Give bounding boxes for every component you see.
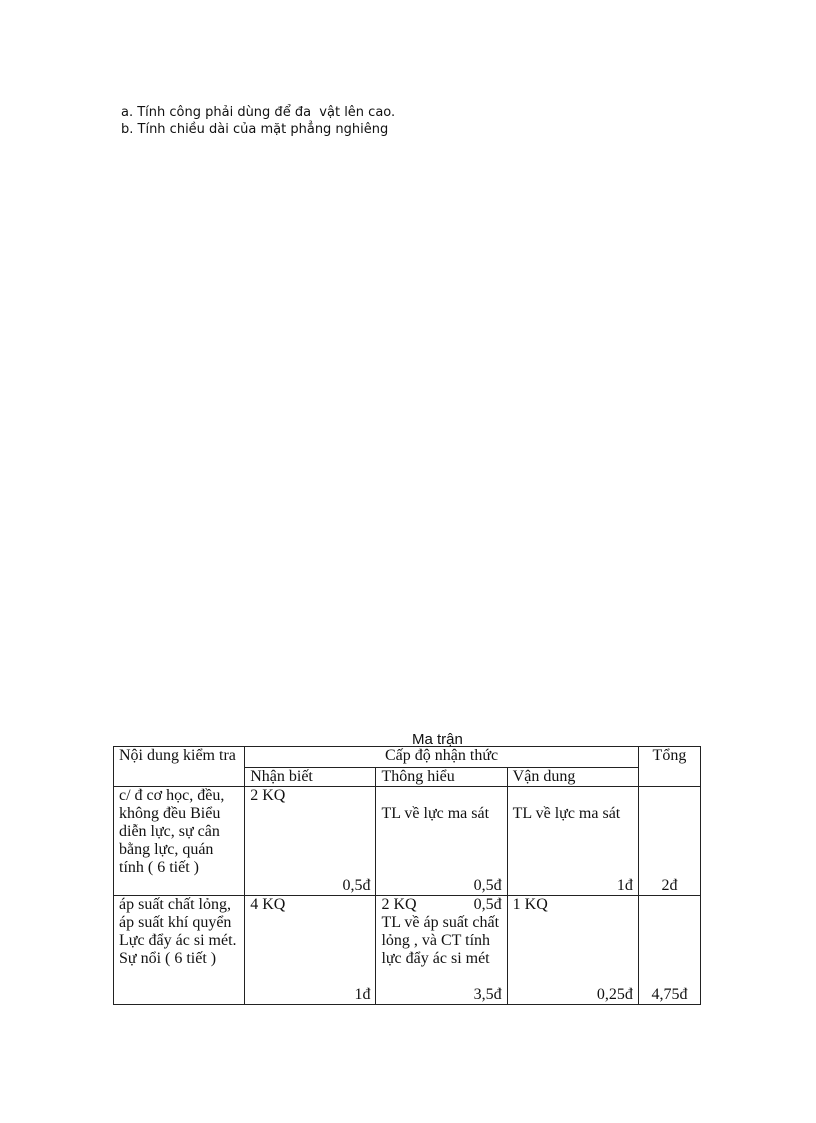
row1-understand-score: 0,5đ [473,877,502,894]
header-total: Tổng [638,747,700,787]
matrix-title: Ma trận [412,731,463,748]
question-list [121,104,395,138]
row2-understand: 2 KQ 0,5đ TL về áp suất chất lỏng , và CT tính lực đẩy ác si mét 3,5đ [376,896,507,1005]
header-understand: Thông hiểu [376,768,507,787]
header-apply: Vận dung [507,768,638,787]
question-b: b. Tính chiều dài của mặt phẳng nghiêng [121,122,389,137]
table-row [114,787,701,896]
row2-total: 4,75đ [638,896,700,1005]
row1-apply-score: 1đ [616,877,633,894]
row2-know-score: 1đ [354,986,371,1003]
header-know: Nhận biết [245,768,376,787]
row1-total: 2đ [638,787,700,896]
row1-apply: TL về lực ma sát 1đ [507,787,638,896]
matrix-table [113,746,701,1005]
header-content: Nội dung kiểm tra [114,747,245,787]
row2-content: áp suất chất lỏng, áp suất khí quyển Lực đẩy ác si mét. Sự nổi ( 6 tiết ) [114,896,245,1005]
table-row [114,896,701,1005]
row2-apply: 1 KQ 0,25đ [507,896,638,1005]
row2-know: 4 KQ 1đ [245,896,376,1005]
row2-understand-score: 3,5đ [473,986,502,1003]
row1-content: c/ đ cơ học, đều, không đều Biểu diễn lực, sự cân bằng lực, quán tính ( 6 tiết ) [114,787,245,896]
row1-know-score: 0,5đ [342,877,371,894]
question-a: a. Tính công phải dùng để đa vật lên cao. [121,105,396,120]
header-level: Cấp độ nhận thức [245,747,639,768]
row1-understand: TL về lực ma sát 0,5đ [376,787,507,896]
row2-apply-score: 0,25đ [596,986,633,1003]
row1-know: 2 KQ 0,5đ [245,787,376,896]
